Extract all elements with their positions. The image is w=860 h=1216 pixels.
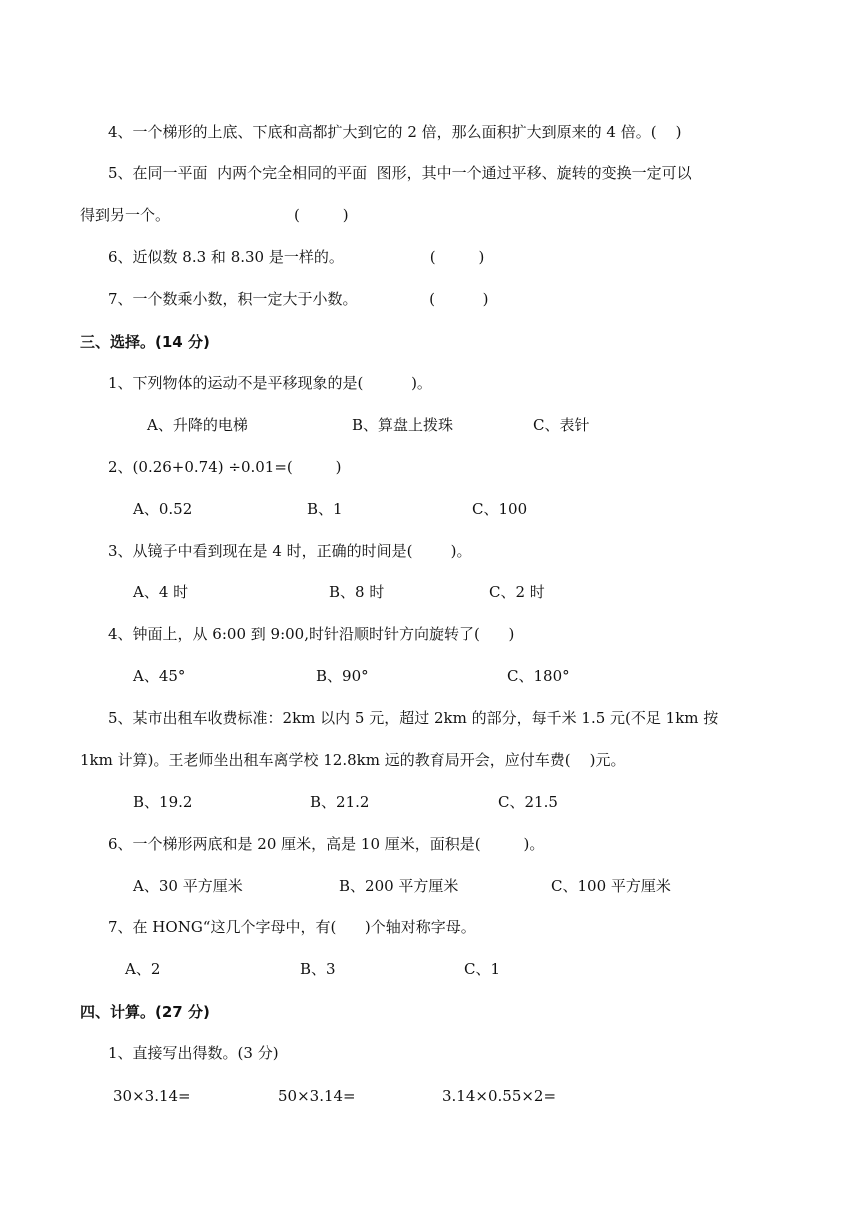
choice-6-option-c: C、100 平方厘米 [551, 877, 671, 895]
calc-item-2: 50×3.14= [278, 1087, 356, 1105]
calc-item-3: 3.14×0.55×2= [442, 1087, 557, 1105]
choice-2-option-b: B、1 [307, 500, 343, 518]
choice-3-text: 3、从镜子中看到现在是 4 时，正确的时间是( )。 [108, 542, 472, 560]
calc-1-text: 1、直接写出得数。(3 分) [108, 1044, 279, 1062]
section-4-heading: 四、计算。(27 分) [80, 1003, 210, 1021]
choice-4-option-c: C、180° [507, 667, 570, 685]
choice-2-option-a: A、0.52 [133, 500, 193, 518]
choice-5-option-a: B、19.2 [133, 793, 193, 811]
choice-3-option-b: B、8 时 [329, 583, 385, 601]
choice-7-option-a: A、2 [125, 960, 161, 978]
choice-7-option-b: B、3 [300, 960, 336, 978]
choice-1-text: 1、下列物体的运动不是平移现象的是( )。 [108, 374, 432, 392]
question-5-text-line2: 得到另一个。 ( ) [80, 206, 349, 224]
choice-6-option-b: B、200 平方厘米 [339, 877, 459, 895]
choice-2-option-c: C、100 [472, 500, 528, 518]
choice-1-option-a: A、升降的电梯 [147, 416, 248, 434]
choice-4-option-a: A、45° [133, 667, 186, 685]
choice-3-option-c: C、2 时 [489, 583, 545, 601]
question-7-text: 7、一个数乘小数，积一定大于小数。 ( ) [108, 290, 489, 308]
choice-2-text: 2、(0.26+0.74) ÷0.01=( ) [108, 458, 342, 476]
choice-4-text: 4、钟面上，从 6:00 到 9:00,时针沿顺时针方向旋转了( ) [108, 625, 515, 643]
choice-5-option-c: C、21.5 [498, 793, 558, 811]
question-5-text-line1: 5、在同一平面 内两个完全相同的平面 图形，其中一个通过平移、旋转的变换一定可以 [108, 164, 692, 182]
choice-3-option-a: A、4 时 [133, 583, 189, 601]
choice-4-option-b: B、90° [316, 667, 369, 685]
choice-6-option-a: A、30 平方厘米 [133, 877, 243, 895]
question-6-text: 6、近似数 8.3 和 8.30 是一样的。 ( ) [108, 248, 485, 266]
choice-7-option-c: C、1 [464, 960, 501, 978]
choice-5-option-b: B、21.2 [310, 793, 370, 811]
choice-5-text-line1: 5、某市出租车收费标准：2km 以内 5 元，超过 2km 的部分，每千米 1.5 元(不足 1km 按 [108, 709, 719, 727]
choice-7-text: 7、在 HONG“这几个字母中，有( )个轴对称字母。 [108, 918, 476, 936]
section-3-heading: 三、选择。(14 分) [80, 333, 210, 351]
choice-1-option-c: C、表针 [533, 416, 590, 434]
choice-1-option-b: B、算盘上拨珠 [352, 416, 454, 434]
question-4-text: 4、一个梯形的上底、下底和高都扩大到它的 2 倍，那么面积扩大到原来的 4 倍。( ) [108, 123, 682, 141]
calc-item-1: 30×3.14= [113, 1087, 191, 1105]
choice-6-text: 6、一个梯形两底和是 20 厘米，高是 10 厘米，面积是( )。 [108, 835, 545, 853]
choice-5-text-line2: 1km 计算)。王老师坐出租车离学校 12.8km 远的教育局开会，应付车费( )元。 [80, 751, 626, 769]
